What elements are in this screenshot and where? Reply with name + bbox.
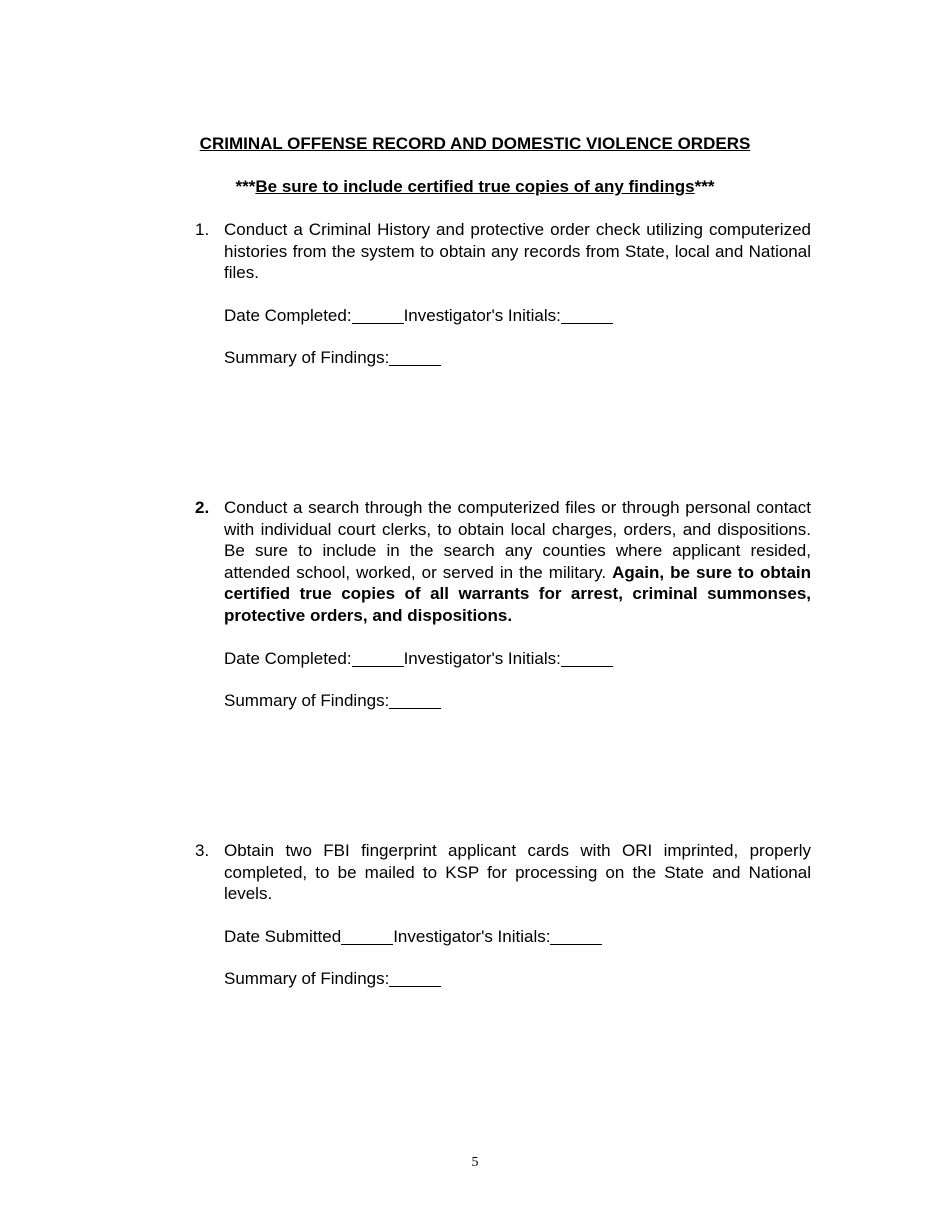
date-label: Date Completed: <box>224 306 352 325</box>
date-blank[interactable] <box>352 649 404 667</box>
list-item-2 <box>195 497 811 626</box>
initials-label: Investigator's Initials: <box>393 927 551 946</box>
initials-blank[interactable] <box>550 927 602 945</box>
initials-blank[interactable] <box>561 649 613 667</box>
list-item-3 <box>195 840 811 905</box>
list-item-1 <box>195 219 811 284</box>
summary-blank[interactable] <box>389 348 441 366</box>
summary-label: Summary of Findings: <box>224 691 390 710</box>
subtitle-prefix: *** <box>235 177 256 196</box>
date-label: Date Completed: <box>224 649 352 668</box>
initials-label: Investigator's Initials: <box>403 306 561 325</box>
item-number: 3. <box>195 841 210 860</box>
date-blank[interactable] <box>341 927 393 945</box>
summary-line-2 <box>224 690 441 711</box>
summary-line-3 <box>224 968 441 989</box>
summary-label: Summary of Findings: <box>224 348 390 367</box>
date-label: Date Submitted <box>224 927 342 946</box>
item-number: 2. <box>195 498 210 517</box>
summary-line-1 <box>224 347 441 368</box>
item-text: Conduct a Criminal History and protective order check utilizing computerized histories from the system to obtain any records from State, local and National files. <box>224 220 811 282</box>
item-text: Obtain two FBI fingerprint applicant cards with ORI imprinted, properly completed, to be mailed to KSP for processing on the State and National levels. <box>224 841 811 903</box>
page-number: 5 <box>471 1155 479 1170</box>
date-initials-line-2 <box>224 648 613 669</box>
item-number: 1. <box>195 220 210 239</box>
date-blank[interactable] <box>352 306 404 324</box>
page-title: CRIMINAL OFFENSE RECORD AND DOMESTIC VIOLENCE ORDERS <box>199 134 751 153</box>
initials-label: Investigator's Initials: <box>403 649 561 668</box>
item-text-bold: Again, be sure to obtain certified true copies of all warrants for arrest, criminal summonses, protective orders, and dispositions. <box>224 562 812 625</box>
subtitle-notice <box>0 176 950 198</box>
item-text-regular: Conduct a search through the computerized files or through personal contact with individual court clerks, to obtain local charges, orders, and dispositions. Be sure to include in the search any counties where applicant resided, attended school, worked, or served in the military. <box>224 498 811 582</box>
item-text <box>224 497 811 626</box>
summary-blank[interactable] <box>389 969 441 987</box>
initials-blank[interactable] <box>561 306 613 324</box>
subtitle-suffix: *** <box>694 177 715 196</box>
subtitle-text: Be sure to include certified true copies of any findings <box>255 177 695 196</box>
date-initials-line-1 <box>224 305 613 326</box>
summary-label: Summary of Findings: <box>224 969 390 988</box>
date-initials-line-3 <box>224 926 602 947</box>
summary-blank[interactable] <box>389 691 441 709</box>
